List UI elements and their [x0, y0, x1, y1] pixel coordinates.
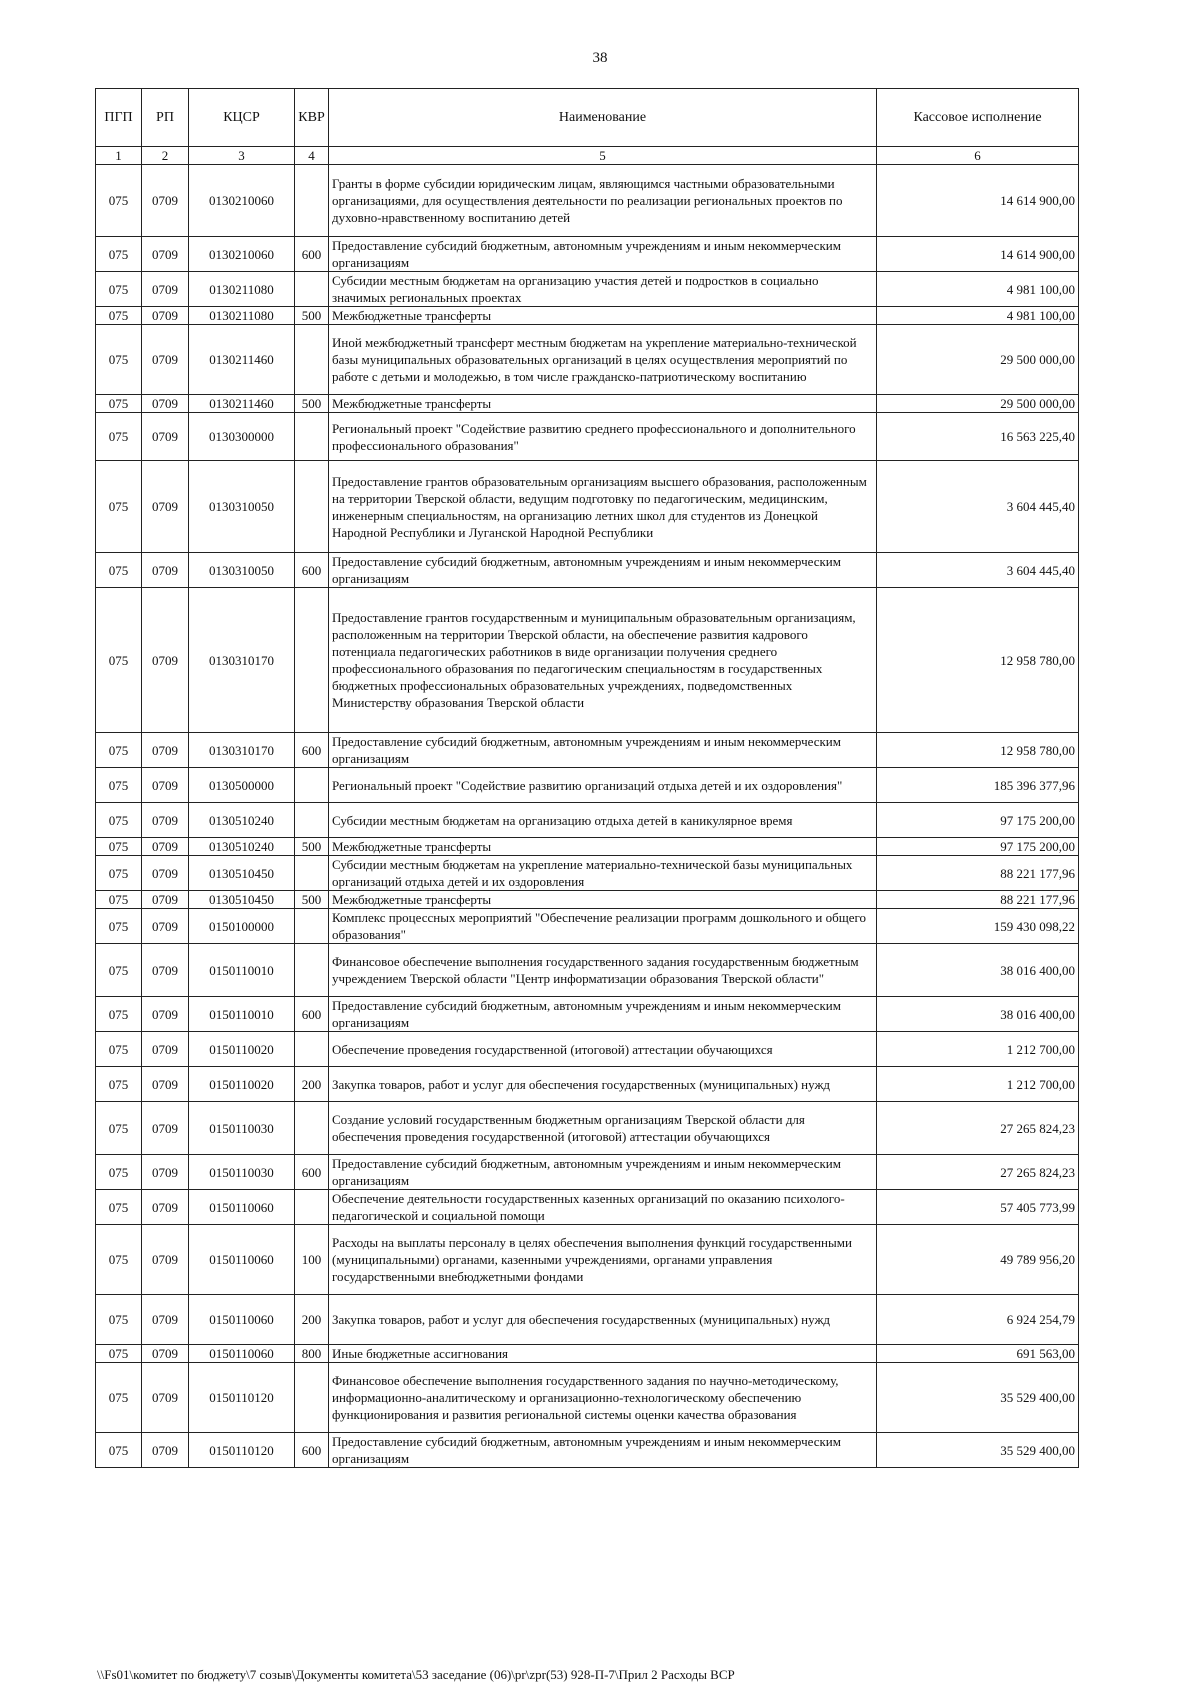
- cell-ppp: 075: [96, 909, 142, 944]
- cell-rp: 0709: [142, 1102, 189, 1155]
- cell-kvr: [295, 944, 329, 997]
- table-row: [96, 768, 1079, 803]
- table-row: [96, 307, 1079, 325]
- cell-amount: 38 016 400,00: [877, 997, 1079, 1032]
- header-rp: РП: [142, 89, 189, 147]
- cell-amount: 1 212 700,00: [877, 1067, 1079, 1102]
- column-number-row: [96, 147, 1079, 165]
- cell-kcsr: 0130510450: [189, 891, 295, 909]
- cell-kcsr: 0130210060: [189, 237, 295, 272]
- cell-ppp: 075: [96, 944, 142, 997]
- header-ppp: ПГП: [96, 89, 142, 147]
- page-number: 38: [592, 50, 608, 66]
- cell-amount: 14 614 900,00: [877, 237, 1079, 272]
- cell-name: Межбюджетные трансферты: [329, 395, 877, 413]
- cell-rp: 0709: [142, 768, 189, 803]
- cell-rp: 0709: [142, 1190, 189, 1225]
- cell-rp: 0709: [142, 944, 189, 997]
- cell-amount: 35 529 400,00: [877, 1433, 1079, 1468]
- cell-ppp: 075: [96, 553, 142, 588]
- cell-rp: 0709: [142, 325, 189, 395]
- cell-kvr: [295, 768, 329, 803]
- cell-rp: 0709: [142, 909, 189, 944]
- cell-name: Иные бюджетные ассигнования: [329, 1345, 877, 1363]
- cell-kvr: [295, 165, 329, 237]
- cell-kvr: 500: [295, 395, 329, 413]
- cell-kcsr: 0150110060: [189, 1295, 295, 1345]
- cell-rp: 0709: [142, 803, 189, 838]
- cell-kvr: 800: [295, 1345, 329, 1363]
- column-number: 1: [96, 147, 142, 165]
- cell-ppp: 075: [96, 237, 142, 272]
- cell-kcsr: 0130300000: [189, 413, 295, 461]
- cell-kvr: 600: [295, 1433, 329, 1468]
- column-number: 6: [877, 147, 1079, 165]
- cell-name: Региональный проект "Содействие развитию организаций отдыха детей и их оздоровления": [329, 768, 877, 803]
- cell-kcsr: 0130310170: [189, 588, 295, 733]
- table-row: [96, 838, 1079, 856]
- cell-name: Закупка товаров, работ и услуг для обеспечения государственных (муниципальных) нужд: [329, 1067, 877, 1102]
- cell-kcsr: 0150110060: [189, 1225, 295, 1295]
- cell-kvr: 200: [295, 1295, 329, 1345]
- cell-amount: 1 212 700,00: [877, 1032, 1079, 1067]
- cell-name: Финансовое обеспечение выполнения государственного задания по научно-методическому, информационно-аналитическому и организационно-технологическому обеспечению функционирования и развития региональной системы оценки качества образования: [329, 1363, 877, 1433]
- cell-amount: 4 981 100,00: [877, 272, 1079, 307]
- cell-kcsr: 0130310050: [189, 553, 295, 588]
- cell-rp: 0709: [142, 553, 189, 588]
- cell-kvr: [295, 588, 329, 733]
- table-row: [96, 856, 1079, 891]
- cell-ppp: 075: [96, 1345, 142, 1363]
- cell-amount: 185 396 377,96: [877, 768, 1079, 803]
- cell-ppp: 075: [96, 395, 142, 413]
- table-row: [96, 1155, 1079, 1190]
- cell-kvr: 500: [295, 838, 329, 856]
- cell-name: Создание условий государственным бюджетным организациям Тверской области для обеспечения проведения государственной (итоговой) аттестации обучающихся: [329, 1102, 877, 1155]
- cell-ppp: 075: [96, 997, 142, 1032]
- cell-ppp: 075: [96, 1433, 142, 1468]
- table-row: [96, 1225, 1079, 1295]
- cell-rp: 0709: [142, 997, 189, 1032]
- header-amount: Кассовое исполнение: [877, 89, 1079, 147]
- table-row: [96, 1067, 1079, 1102]
- header-kcsr: КЦСР: [189, 89, 295, 147]
- table-row: [96, 1102, 1079, 1155]
- cell-amount: 12 958 780,00: [877, 588, 1079, 733]
- cell-amount: 27 265 824,23: [877, 1155, 1079, 1190]
- cell-rp: 0709: [142, 1363, 189, 1433]
- cell-kvr: [295, 325, 329, 395]
- cell-rp: 0709: [142, 1067, 189, 1102]
- table-row: [96, 1295, 1079, 1345]
- column-number: 5: [329, 147, 877, 165]
- table-body: [96, 165, 1079, 1468]
- cell-kcsr: 0130510240: [189, 838, 295, 856]
- cell-amount: 57 405 773,99: [877, 1190, 1079, 1225]
- table-header-row: [96, 89, 1079, 147]
- table-row: [96, 1032, 1079, 1067]
- cell-ppp: 075: [96, 325, 142, 395]
- cell-name: Закупка товаров, работ и услуг для обеспечения государственных (муниципальных) нужд: [329, 1295, 877, 1345]
- cell-ppp: 075: [96, 588, 142, 733]
- cell-amount: 12 958 780,00: [877, 733, 1079, 768]
- cell-kvr: 500: [295, 891, 329, 909]
- cell-rp: 0709: [142, 1155, 189, 1190]
- cell-name: Комплекс процессных мероприятий "Обеспечение реализации программ дошкольного и общего образования": [329, 909, 877, 944]
- cell-amount: 27 265 824,23: [877, 1102, 1079, 1155]
- cell-kcsr: 0130510240: [189, 803, 295, 838]
- cell-ppp: 075: [96, 1190, 142, 1225]
- table-row: [96, 395, 1079, 413]
- cell-name: Предоставление субсидий бюджетным, автономным учреждениям и иным некоммерческим организациям: [329, 237, 877, 272]
- cell-rp: 0709: [142, 395, 189, 413]
- cell-kcsr: 0130211080: [189, 307, 295, 325]
- cell-name: Иной межбюджетный трансферт местным бюджетам на укрепление материально-технической базы муниципальных образовательных организаций в целях осуществления мероприятий по работе с детьми и молодежью, в том числе гражданско-патриотическому воспитанию: [329, 325, 877, 395]
- cell-kvr: [295, 1363, 329, 1433]
- table-row: [96, 1363, 1079, 1433]
- cell-kvr: [295, 461, 329, 553]
- cell-ppp: 075: [96, 891, 142, 909]
- cell-kcsr: 0150110120: [189, 1363, 295, 1433]
- cell-amount: 29 500 000,00: [877, 325, 1079, 395]
- footer-file-path: \\Fs01\комитет по бюджету\7 созыв\Документы комитета\53 заседание (06)\pr\zpr(53) 928-П-7\Прил 2 Расходы ВСР: [97, 1667, 735, 1682]
- cell-kvr: 600: [295, 997, 329, 1032]
- cell-kcsr: 0130510450: [189, 856, 295, 891]
- cell-ppp: 075: [96, 856, 142, 891]
- cell-kcsr: 0150110030: [189, 1102, 295, 1155]
- cell-rp: 0709: [142, 1225, 189, 1295]
- cell-kcsr: 0150110010: [189, 944, 295, 997]
- cell-ppp: 075: [96, 272, 142, 307]
- cell-kvr: 200: [295, 1067, 329, 1102]
- cell-rp: 0709: [142, 307, 189, 325]
- table-row: [96, 553, 1079, 588]
- cell-name: Межбюджетные трансферты: [329, 307, 877, 325]
- cell-kvr: [295, 803, 329, 838]
- cell-kcsr: 0150110030: [189, 1155, 295, 1190]
- table-row: [96, 237, 1079, 272]
- cell-rp: 0709: [142, 1345, 189, 1363]
- cell-kvr: [295, 1102, 329, 1155]
- cell-kvr: [295, 272, 329, 307]
- column-number: 4: [295, 147, 329, 165]
- cell-ppp: 075: [96, 461, 142, 553]
- table-row: [96, 944, 1079, 997]
- cell-kcsr: 0150110120: [189, 1433, 295, 1468]
- cell-kvr: 500: [295, 307, 329, 325]
- table-row: [96, 1190, 1079, 1225]
- cell-kvr: [295, 856, 329, 891]
- cell-ppp: 075: [96, 733, 142, 768]
- cell-ppp: 075: [96, 413, 142, 461]
- cell-name: Межбюджетные трансферты: [329, 891, 877, 909]
- cell-amount: 35 529 400,00: [877, 1363, 1079, 1433]
- cell-amount: 16 563 225,40: [877, 413, 1079, 461]
- table-row: [96, 733, 1079, 768]
- cell-rp: 0709: [142, 588, 189, 733]
- cell-name: Субсидии местным бюджетам на организацию участия детей и подростков в социально значимых региональных проектах: [329, 272, 877, 307]
- cell-kcsr: 0130211080: [189, 272, 295, 307]
- cell-amount: 3 604 445,40: [877, 553, 1079, 588]
- cell-rp: 0709: [142, 1295, 189, 1345]
- table-row: [96, 588, 1079, 733]
- cell-name: Предоставление субсидий бюджетным, автономным учреждениям и иным некоммерческим организациям: [329, 1433, 877, 1468]
- cell-rp: 0709: [142, 838, 189, 856]
- table-row: [96, 413, 1079, 461]
- cell-name: Субсидии местным бюджетам на организацию отдыха детей в каникулярное время: [329, 803, 877, 838]
- cell-kcsr: 0130210060: [189, 165, 295, 237]
- cell-amount: 97 175 200,00: [877, 838, 1079, 856]
- cell-name: Межбюджетные трансферты: [329, 838, 877, 856]
- cell-kvr: [295, 909, 329, 944]
- cell-amount: 3 604 445,40: [877, 461, 1079, 553]
- cell-rp: 0709: [142, 272, 189, 307]
- cell-ppp: 075: [96, 1155, 142, 1190]
- table-row: [96, 165, 1079, 237]
- table-row: [96, 803, 1079, 838]
- cell-rp: 0709: [142, 461, 189, 553]
- budget-table: [95, 88, 1079, 1468]
- table-row: [96, 997, 1079, 1032]
- cell-ppp: 075: [96, 768, 142, 803]
- cell-ppp: 075: [96, 165, 142, 237]
- header-kvr: КВР: [295, 89, 329, 147]
- cell-kcsr: 0130211460: [189, 325, 295, 395]
- cell-amount: 88 221 177,96: [877, 856, 1079, 891]
- cell-ppp: 075: [96, 1363, 142, 1433]
- cell-kvr: [295, 1032, 329, 1067]
- cell-kcsr: 0150110060: [189, 1190, 295, 1225]
- cell-amount: 38 016 400,00: [877, 944, 1079, 997]
- table-row: [96, 325, 1079, 395]
- cell-name: Предоставление субсидий бюджетным, автономным учреждениям и иным некоммерческим организациям: [329, 553, 877, 588]
- cell-name: Предоставление субсидий бюджетным, автономным учреждениям и иным некоммерческим организациям: [329, 997, 877, 1032]
- cell-rp: 0709: [142, 733, 189, 768]
- cell-rp: 0709: [142, 1433, 189, 1468]
- cell-ppp: 075: [96, 1032, 142, 1067]
- column-number: 3: [189, 147, 295, 165]
- cell-name: Обеспечение деятельности государственных казенных организаций по оказанию психолого-педагогической и социальной помощи: [329, 1190, 877, 1225]
- cell-kvr: 100: [295, 1225, 329, 1295]
- cell-kcsr: 0130310170: [189, 733, 295, 768]
- cell-name: Предоставление грантов государственным и муниципальным образовательным организациям, расположенным на территории Тверской области, на обеспечение развития кадрового потенциала педагогических работников в виде организации получения среднего профессионального образования по педагогическим специальностям в государственных бюджетных профессиональных образовательных учреждениях, подведомственных Министерству образования Тверской области: [329, 588, 877, 733]
- cell-amount: 49 789 956,20: [877, 1225, 1079, 1295]
- cell-rp: 0709: [142, 165, 189, 237]
- cell-amount: 6 924 254,79: [877, 1295, 1079, 1345]
- cell-kvr: 600: [295, 237, 329, 272]
- cell-name: Субсидии местным бюджетам на укрепление материально-технической базы муниципальных организаций отдыха детей и их оздоровления: [329, 856, 877, 891]
- table-row: [96, 461, 1079, 553]
- cell-kcsr: 0150100000: [189, 909, 295, 944]
- table-row: [96, 1345, 1079, 1363]
- cell-kvr: [295, 1190, 329, 1225]
- table-row: [96, 272, 1079, 307]
- cell-kvr: 600: [295, 553, 329, 588]
- cell-kcsr: 0130500000: [189, 768, 295, 803]
- cell-kcsr: 0150110060: [189, 1345, 295, 1363]
- cell-name: Региональный проект "Содействие развитию среднего профессионального и дополнительного профессионального образования": [329, 413, 877, 461]
- cell-ppp: 075: [96, 1295, 142, 1345]
- cell-kcsr: 0150110010: [189, 997, 295, 1032]
- cell-kcsr: 0150110020: [189, 1067, 295, 1102]
- cell-name: Обеспечение проведения государственной (итоговой) аттестации обучающихся: [329, 1032, 877, 1067]
- cell-name: Финансовое обеспечение выполнения государственного задания государственным бюджетным учреждением Тверской области "Центр информатизации образования Тверской области": [329, 944, 877, 997]
- cell-kcsr: 0130211460: [189, 395, 295, 413]
- cell-amount: 4 981 100,00: [877, 307, 1079, 325]
- table-row: [96, 1433, 1079, 1468]
- cell-rp: 0709: [142, 891, 189, 909]
- header-name: Наименование: [329, 89, 877, 147]
- cell-ppp: 075: [96, 838, 142, 856]
- cell-name: Предоставление субсидий бюджетным, автономным учреждениям и иным некоммерческим организациям: [329, 1155, 877, 1190]
- cell-amount: 29 500 000,00: [877, 395, 1079, 413]
- cell-amount: 88 221 177,96: [877, 891, 1079, 909]
- cell-amount: 14 614 900,00: [877, 165, 1079, 237]
- table-row: [96, 891, 1079, 909]
- cell-ppp: 075: [96, 307, 142, 325]
- table-row: [96, 909, 1079, 944]
- cell-ppp: 075: [96, 1067, 142, 1102]
- cell-kvr: 600: [295, 733, 329, 768]
- cell-ppp: 075: [96, 1102, 142, 1155]
- cell-kcsr: 0150110020: [189, 1032, 295, 1067]
- column-number: 2: [142, 147, 189, 165]
- cell-kcsr: 0130310050: [189, 461, 295, 553]
- cell-name: Предоставление грантов образовательным организациям высшего образования, расположенным на территории Тверской области, ведущим подготовку по педагогическим, медицинским, инженерным специальностям, на организацию летних школ для студентов из Донецкой Народной Республики и Луганской Народной Республики: [329, 461, 877, 553]
- cell-rp: 0709: [142, 237, 189, 272]
- cell-name: Расходы на выплаты персоналу в целях обеспечения выполнения функций государственными (муниципальными) органами, казенными учреждениями, органами управления государственными внебюджетными фондами: [329, 1225, 877, 1295]
- cell-name: Гранты в форме субсидии юридическим лицам, являющимся частными образовательными организациями, для осуществления деятельности по реализации региональных проектов по духовно-нравственному воспитанию детей: [329, 165, 877, 237]
- cell-rp: 0709: [142, 1032, 189, 1067]
- cell-kvr: 600: [295, 1155, 329, 1190]
- cell-amount: 97 175 200,00: [877, 803, 1079, 838]
- cell-ppp: 075: [96, 1225, 142, 1295]
- cell-amount: 159 430 098,22: [877, 909, 1079, 944]
- cell-ppp: 075: [96, 803, 142, 838]
- cell-name: Предоставление субсидий бюджетным, автономным учреждениям и иным некоммерческим организациям: [329, 733, 877, 768]
- cell-rp: 0709: [142, 856, 189, 891]
- cell-kvr: [295, 413, 329, 461]
- cell-rp: 0709: [142, 413, 189, 461]
- cell-amount: 691 563,00: [877, 1345, 1079, 1363]
